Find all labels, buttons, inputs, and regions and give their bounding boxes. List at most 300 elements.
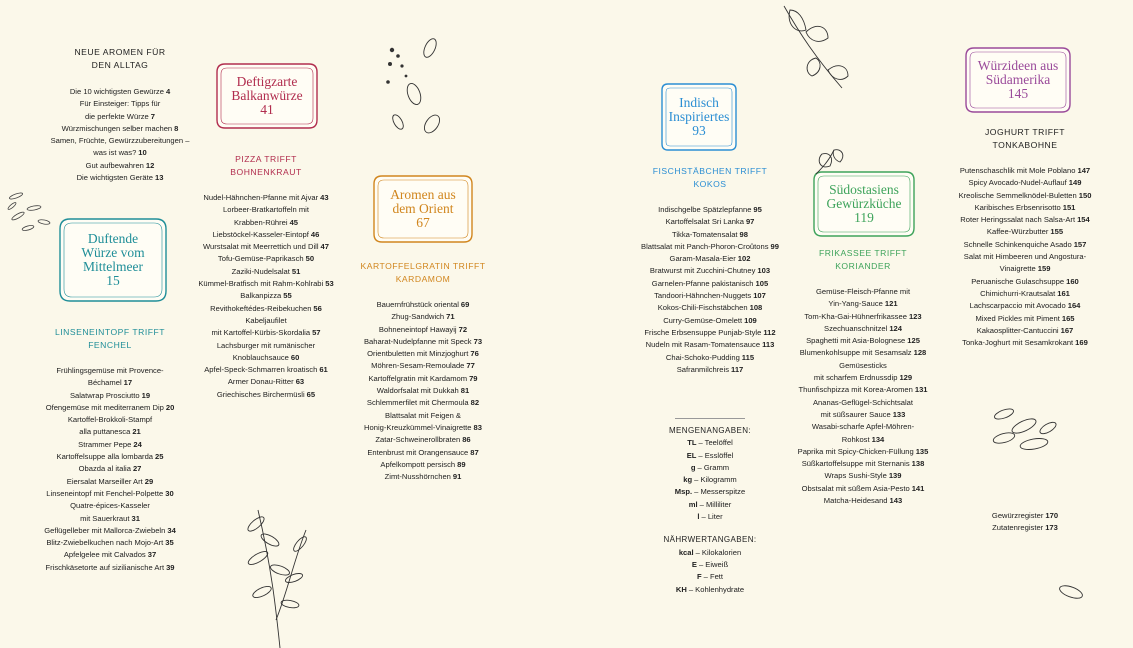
chapter-badge-mittelmeer[interactable] [56,215,170,305]
toc-entry[interactable] [30,513,190,525]
toc-entry-title: Gemüsesticks [839,360,887,370]
toc-page-number: 129 [899,373,913,383]
toc-entry-title: Kümmel-Bratfisch mit Rahm-Kohlrabi [198,279,324,289]
toc-entry[interactable] [940,325,1110,337]
toc-entry[interactable] [778,323,948,335]
toc-entry[interactable] [625,278,795,290]
toc-entry-title: Strammer Pepe [78,439,132,449]
toc-entry-title: Vinaigrette [999,264,1036,274]
toc-entry-title: alla puttanesca [79,427,131,437]
toc-entry-title: Liebstöckel-Kasseler-Eintopf [212,229,309,239]
toc-entry-title: Kreolische Semmelknödel-Buletten [958,190,1077,200]
unit-abbreviation: F [696,572,702,582]
section-heading: FISCHSTÄBCHEN TRIFFT KOKOS [652,166,768,189]
toc-entry[interactable] [625,265,795,277]
toc-entry[interactable] [625,229,795,241]
toc-entry-title: Zaziki-Nudelsalat [231,266,290,276]
unit-meaning: – Milliliter [699,499,732,509]
toc-entry[interactable] [625,302,795,314]
toc-entry-title: Für Einsteiger: Tipps für [79,99,161,109]
toc-entry[interactable] [940,263,1110,275]
toc-entry[interactable] [625,327,795,339]
toc-entry[interactable] [343,471,503,483]
toc-entry[interactable] [186,290,346,302]
toc-entry[interactable] [186,278,346,290]
toc-entry-title: Quatre-épices-Kasseler [70,501,150,511]
unit-meaning: – Kilogramm [694,475,737,485]
badge-page-number: 41 [260,102,274,117]
toc-page-number: 35 [165,538,174,548]
divider [675,418,745,419]
toc-entry-title: mit Sauerkraut [80,513,130,523]
toc-entry[interactable] [186,389,346,401]
toc-entry[interactable] [778,360,948,372]
toc-entry[interactable] [186,204,346,216]
toc-page-number: 124 [889,323,902,333]
toc-entry[interactable] [30,377,190,389]
thyme-sprig-icon [228,500,318,648]
toc-entry-title: Szechuanschnitzel [824,323,888,333]
toc-entry-title: Garnelen-Pfanne pakistanisch [651,278,754,288]
toc-entry[interactable] [186,253,346,265]
toc-page-number: 34 [167,525,176,535]
toc-entry-title: mit Kartoffel-Kürbis-Skordalia [211,328,311,338]
toc-entry[interactable] [778,372,948,384]
unit-abbreviation: ml [688,499,698,509]
coriander-leaf-icon [776,0,852,94]
toc-entry[interactable] [186,241,346,253]
toc-page-number: 105 [755,278,769,288]
toc-entry-title: Zutatenregister [992,523,1044,533]
toc-page-number: 12 [145,160,155,170]
toc-entry-title: Frühlingsgemüse mit Provence- [56,366,164,375]
toc-entry[interactable] [940,190,1110,202]
toc-entry[interactable] [40,98,200,110]
toc-page-number: 53 [325,279,334,289]
toc-entry[interactable] [40,123,200,135]
toc-entry[interactable] [30,500,190,512]
toc-entry[interactable] [625,253,795,265]
toc-page-number: 29 [144,476,154,486]
toc-entry-title: Karibisches Erbsenrisotto [974,202,1061,212]
chapter-badge-balkan[interactable] [213,60,321,132]
toc-page-number: 79 [469,373,478,383]
toc-entry-title: Linseneintopf mit Fenchel-Polpette [46,488,164,498]
toc-entry-title: Frische Erbsensuppe Punjab-Style [644,327,762,337]
toc-entry-title: Lachsburger mit rumänischer [216,340,316,350]
toc-page-number: 81 [460,386,470,396]
tonka-bean-icon [1056,582,1086,602]
toc-entry-title: Kartoffelgratin mit Kardamom [368,373,468,383]
unit-meaning: – Esslöffel [698,450,734,460]
toc-page-number: 108 [749,303,763,313]
toc-entry-title: Armer Donau-Ritter [227,377,294,387]
toc-entry[interactable] [778,347,948,359]
section-heading: KARTOFFELGRATIN TRIFFT KARDAMOM [360,261,486,284]
toc-page-number: 141 [911,483,925,493]
toc-page-number: 133 [892,409,906,419]
toc-intro-section [40,46,200,184]
toc-entry[interactable] [778,421,948,433]
toc-page-number: 77 [466,361,475,371]
toc-entry[interactable] [778,286,948,298]
toc-entry[interactable] [625,241,795,253]
unit-abbreviation: g [690,462,696,472]
toc-page-number: 27 [132,464,142,474]
toc-page-number: 39 [166,562,175,572]
toc-page-number: 109 [744,315,757,325]
toc-entry[interactable] [30,426,190,438]
toc-entry[interactable] [625,216,795,228]
toc-entry-title: Zhug-Sandwich [391,312,445,322]
toc-entry-title: Yin-Yang-Sauce [828,299,883,309]
toc-entry-title: Indischgelbe Spätzlepfanne [658,205,752,214]
toc-page-number: 102 [737,254,751,264]
toc-entry-title: Kaffee-Würzbutter [986,227,1049,237]
toc-page-number: 169 [1075,338,1088,348]
toc-page-number: 83 [473,422,482,432]
unit-entry [640,547,780,559]
toc-page-number: 4 [165,87,171,96]
toc-entry[interactable] [955,510,1095,522]
toc-entry[interactable] [343,299,503,311]
toc-entry[interactable] [778,397,948,409]
toc-entry-title: Kartoffel-Brokkoli-Stampf [67,415,153,425]
toc-entry[interactable] [40,86,200,98]
toc-page-number: 121 [884,299,898,309]
toc-entry[interactable] [186,364,346,376]
toc-page-number: 17 [123,378,133,388]
toc-entry[interactable] [343,385,503,397]
toc-entry-title: Geflügelleber mit Mallorca-Zwiebeln [44,525,166,535]
toc-entry[interactable] [940,288,1110,300]
badge-line: dem Orient [392,201,454,216]
unit-abbreviation: l [697,512,700,522]
toc-page-number: 25 [155,452,164,462]
toc-entry[interactable] [940,226,1110,238]
unit-meaning: – Kilokalorien [695,547,742,557]
toc-entry[interactable] [30,476,190,488]
toc-entry-title: Die 10 wichtigsten Gewürze [69,87,164,96]
toc-page-number: 95 [753,205,762,214]
toc-entry[interactable] [186,217,346,229]
unit-entry [640,499,780,511]
toc-page-number: 143 [889,496,903,506]
toc-page-number: 45 [289,217,299,227]
toc-entry[interactable] [778,495,948,507]
toc-entry[interactable] [30,390,190,402]
toc-page-number: 46 [310,229,320,239]
toc-entry-title: Rohkost [841,434,870,444]
toc-entry[interactable] [778,434,948,446]
toc-page-number: 147 [1077,166,1091,175]
chapter-badge-suedamerika[interactable] [962,44,1074,116]
toc-entry[interactable] [940,239,1110,251]
unit-abbreviation: KH [675,584,687,594]
toc-entry-title: Curry-Gemüse-Omelett [663,315,743,325]
toc-entry[interactable] [30,488,190,500]
toc-page-number: 115 [741,352,755,362]
toc-page-number: 138 [911,459,925,469]
toc-entry[interactable] [30,414,190,426]
toc-entry-title: Thunfischpizza mit Korea-Aromen [798,385,913,395]
toc-entry[interactable] [625,352,795,364]
toc-entry[interactable] [343,324,503,336]
toc-entry-title: Schlemmerfilet mit Chermoula [366,398,469,408]
toc-entry[interactable] [343,422,503,434]
toc-entry[interactable] [940,337,1110,349]
toc-entry[interactable] [940,177,1110,189]
toc-orient-section [343,260,503,483]
toc-entry[interactable] [30,451,190,463]
toc-entry[interactable] [30,463,190,475]
cumin-seeds-icon [4,186,64,236]
toc-entry-title: Schnelle Schinkenquiche Asado [963,239,1072,249]
toc-entry[interactable] [778,483,948,495]
toc-entry[interactable] [940,165,1110,177]
toc-page-number: 125 [907,336,920,346]
toc-page-number: 21 [132,427,141,437]
toc-entry-title: Spicy Avocado-Nudel-Auflauf [968,178,1067,188]
toc-entry[interactable] [40,147,200,159]
toc-page-number: 20 [165,402,175,412]
toc-entry-title: Knoblauchsauce [232,352,289,362]
toc-entry-title: Peruanische Gulaschsuppe [971,276,1065,286]
toc-page-number: 56 [313,303,322,313]
toc-entry[interactable] [30,439,190,451]
toc-entry-title: Nudel-Hähnchen-Pfanne mit Ajvar [203,193,319,202]
toc-entry[interactable] [186,315,346,327]
toc-entry[interactable] [343,397,503,409]
toc-entry[interactable] [778,298,948,310]
unit-entry [640,474,780,486]
toc-entry-title: Safranmilchreis [676,364,730,374]
unit-abbreviation: Msp. [674,487,693,497]
toc-entry[interactable] [40,172,200,184]
toc-entry-title: Ofengemüse mit mediterranem Dip [45,402,164,412]
toc-entry[interactable] [186,266,346,278]
toc-entry-title: Blitz-Zwiebelkuchen nach Mojo-Art [46,538,164,548]
toc-entry[interactable] [940,276,1110,288]
toc-entry[interactable] [343,311,503,323]
toc-page-number: 99 [770,241,779,251]
unit-entry [640,571,780,583]
toc-entry-title: Obazda al italia [78,464,131,474]
badge-line: Südostasiens [829,182,899,197]
chapter-badge-indisch[interactable] [658,80,740,154]
toc-entry-title: Béchamel [87,378,122,388]
unit-abbreviation: kg [683,475,693,485]
badge-page-number: 93 [692,123,706,138]
toc-entry-title: Kabeljaufilet [245,315,287,325]
toc-balkan-section [186,153,346,401]
toc-page-number: 151 [1062,202,1076,212]
toc-page-number: 69 [460,300,470,309]
toc-entry[interactable] [343,447,503,459]
toc-page-number: 30 [165,488,174,498]
toc-entry[interactable] [778,470,948,482]
badge-page-number: 119 [854,210,874,225]
toc-entry[interactable] [625,364,795,376]
toc-entry-title: Eiersalat Marseiller Art [66,476,143,486]
toc-entry-title: Apfelkompott persisch [380,459,456,469]
chapter-badge-orient[interactable] [370,172,476,246]
toc-entry[interactable] [940,202,1110,214]
toc-page-number: 10 [138,148,147,158]
toc-entry-title: Paprika mit Spicy-Chicken-Füllung [797,446,914,456]
unit-entry [640,511,780,523]
toc-entry[interactable] [940,300,1110,312]
toc-page-number: 47 [320,242,329,252]
toc-entry-title: Waldorfsalat mit Dukkah [376,386,459,396]
badge-line: Mittelmeer [83,259,143,274]
toc-entry-title: Tofu-Gemüse-Paprikasch [217,254,304,264]
toc-entry[interactable] [30,525,190,537]
toc-entry-title: Wraps Sushi-Style [824,471,887,481]
toc-entry-title: Entenbrust mit Orangensauce [367,447,469,457]
toc-entry[interactable] [955,522,1095,534]
toc-entry[interactable] [40,160,200,172]
toc-page-number: 71 [446,312,455,322]
herb-leaf-icon [812,144,848,180]
toc-page-number: 165 [1061,313,1075,323]
toc-entry-title: Süßkartoffelsuppe mit Sternanis [801,459,910,469]
toc-entry[interactable] [343,410,503,422]
toc-page-number: 72 [458,324,468,334]
toc-suedostasien-section [778,247,948,507]
toc-entry-title: Bohneneintopf Hawayij [378,324,457,334]
toc-page-number: 135 [915,446,929,456]
toc-entry[interactable] [186,376,346,388]
toc-page-number: 157 [1073,239,1087,249]
toc-entry[interactable] [30,402,190,414]
toc-entry-title: Frischkäsetorte auf sizilianische Art [45,562,165,572]
toc-entry[interactable] [940,313,1110,325]
badge-line: Aromen aus [390,187,456,202]
toc-entry-title: Kokos-Chili-Fischstäbchen [657,303,748,313]
toc-entry-title: Tandoori-Hähnchen-Nuggets [654,291,752,301]
cardamom-pods-icon [378,36,448,140]
toc-entry[interactable] [343,336,503,348]
units-legend [640,418,780,596]
toc-entry[interactable] [186,352,346,364]
toc-page-number: 97 [745,217,755,227]
toc-entry-title: Kakaosplitter-Cantuccini [976,325,1059,335]
toc-entry[interactable] [40,135,200,147]
toc-entry-title: Obstsalat mit süßem Asia-Pesto [801,483,910,493]
unit-entry [640,437,780,449]
toc-page-number: 7 [150,111,155,121]
section-heading: NEUE AROMEN FÜR DEN ALLTAG [74,47,166,70]
toc-page-number: 150 [1078,190,1092,200]
toc-page-number: 167 [1060,325,1074,335]
toc-entry-title: Möhren-Sesam-Remoulade [371,361,465,371]
toc-page-number: 128 [913,348,927,358]
toc-entry[interactable] [625,315,795,327]
toc-entry[interactable] [343,459,503,471]
toc-entry[interactable] [940,214,1110,226]
toc-entry[interactable] [625,204,795,216]
toc-entry[interactable] [778,446,948,458]
toc-entry-title: Baharat-Nudelpfanne mit Speck [363,336,472,346]
toc-page-number: 112 [763,327,776,337]
toc-entry[interactable] [625,339,795,351]
toc-page-number: 91 [452,472,462,482]
toc-entry-title: Die wichtigsten Geräte [76,173,153,183]
toc-entry-title: was ist was? [93,148,137,158]
unit-entry [640,450,780,462]
toc-entry[interactable] [343,360,503,372]
toc-entry[interactable] [186,340,346,352]
toc-entry-title: Salatwrap Prosciutto [69,390,140,400]
toc-entry-title: Samen, Früchte, Gewürzzubereitungen – [50,136,190,146]
toc-page-number: 63 [295,377,305,387]
toc-entry[interactable] [186,192,346,204]
toc-entry[interactable] [30,365,190,377]
toc-entry[interactable] [778,409,948,421]
unit-abbreviation: TL [687,438,697,448]
nutrition-heading: NÄHRWERTANGABEN: [663,535,757,545]
toc-entry[interactable] [30,549,190,561]
unit-meaning: – Kohlenhydrate [688,584,745,594]
toc-entry-title: Kartoffelsuppe alla lombarda [56,452,154,462]
toc-entry-title: Lorbeer-Bratkartoffeln mit [223,205,309,215]
toc-entry[interactable] [40,111,200,123]
toc-page-number: 19 [141,390,151,400]
toc-entry[interactable] [778,458,948,470]
toc-entry-title: Honig-Kreuzkümmel-Vinaigrette [364,422,472,432]
toc-page-number: 61 [319,365,328,375]
toc-mittelmeer-section [30,326,190,574]
toc-entry-title: Spaghetti mit Asia-Bolognese [806,336,906,346]
toc-page-number: 164 [1067,301,1081,311]
toc-entry[interactable] [343,373,503,385]
toc-entry[interactable] [778,311,948,323]
toc-entry[interactable] [186,327,346,339]
unit-entry [640,584,780,596]
toc-entry-title: Bauernfrühstück oriental [376,300,459,309]
toc-entry-title: Mixed Pickles mit Piment [975,313,1060,323]
toc-entry[interactable] [30,562,190,574]
toc-entry-title: Orientbuletten mit Minzjoghurt [367,349,469,359]
badge-line: Balkanwürze [231,88,303,103]
toc-entry-title: Revithokeftédes-Reibekuchen [210,303,312,313]
section-heading: PIZZA TRIFFT BOHNENKRAUT [230,154,302,177]
toc-page-number: 107 [753,291,766,301]
toc-register [955,510,1095,535]
unit-entry [640,486,780,498]
toc-entry[interactable] [778,335,948,347]
toc-entry[interactable] [778,384,948,396]
toc-entry-title: mit scharfem Erdnussdip [813,373,898,383]
badge-line: Indisch [679,95,719,110]
badge-page-number: 145 [1007,86,1029,101]
toc-entry-title: Lachscarpaccio mit Avocado [969,301,1066,311]
toc-entry[interactable] [186,229,346,241]
toc-entry[interactable] [186,303,346,315]
toc-entry-title: die perfekte Würze [85,111,149,121]
toc-entry-title: Kartoffelsalat Sri Lanka [665,217,744,227]
toc-entry[interactable] [940,251,1110,263]
badge-line: Würze vom [81,245,145,260]
toc-entry[interactable] [343,348,503,360]
toc-entry[interactable] [625,290,795,302]
toc-entry[interactable] [343,434,503,446]
toc-entry[interactable] [30,537,190,549]
toc-page-number: 8 [174,123,179,133]
toc-page-number: 89 [457,459,466,469]
toc-page-number: 73 [473,336,483,346]
